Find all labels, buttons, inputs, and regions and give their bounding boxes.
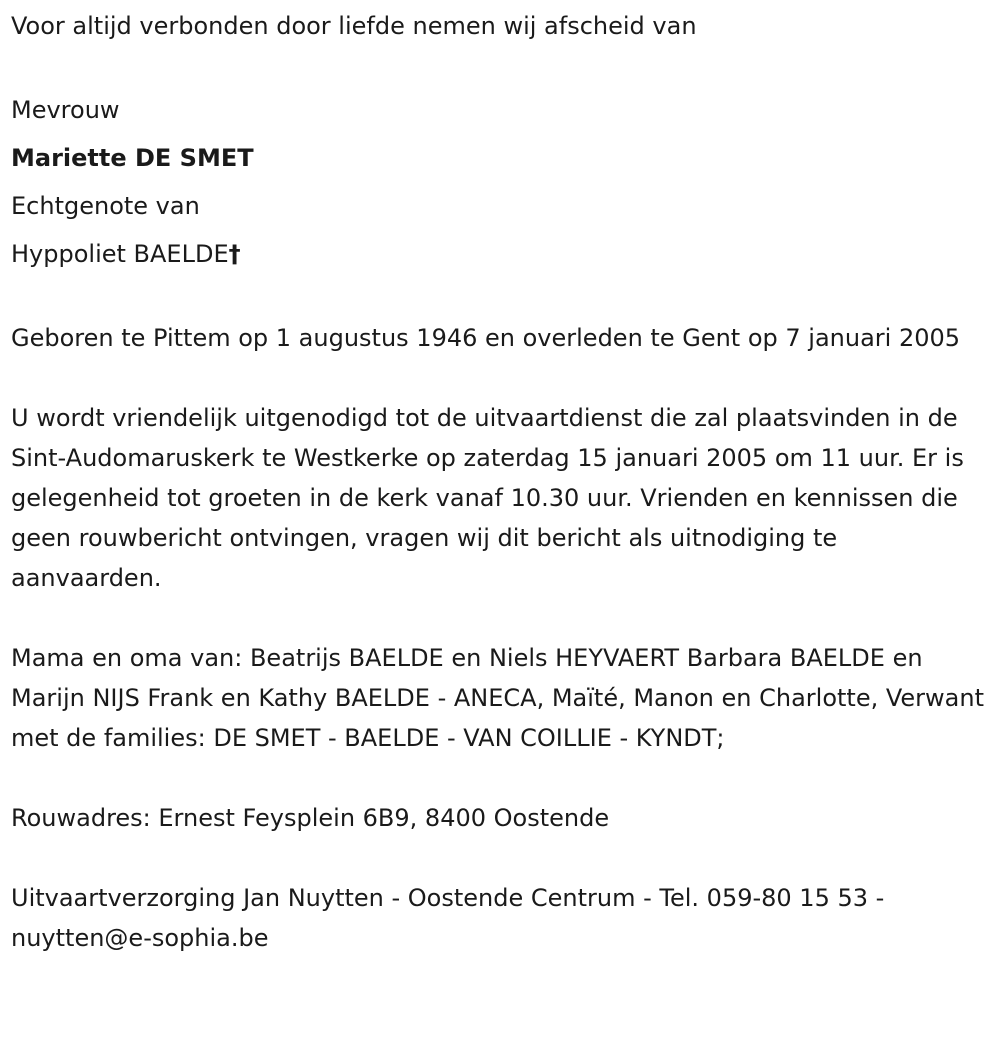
spacer <box>11 358 990 398</box>
salutation: Mevrouw <box>11 96 120 124</box>
spouse-line <box>11 230 990 278</box>
funeral-director-text: Uitvaartverzorging Jan Nuytten - Oostende Centrum - Tel. 059-80 15 53 - nuytten@e-sophia.be <box>11 884 885 952</box>
spacer <box>11 758 990 798</box>
spacer <box>11 598 990 638</box>
intro-text: Voor altijd verbonden door liefde nemen wij afscheid van <box>11 12 697 40</box>
family-text: Mama en oma van: Beatrijs BAELDE en Niels HEYVAERT Barbara BAELDE en Marijn NIJS Frank en Kathy BAELDE - ANECA, Maïté, Manon en Charlotte, Verwant met de families: DE SMET - BAELDE - VAN COILLIE - KYNDT; <box>11 644 984 752</box>
service-info-text: U wordt vriendelijk uitgenodigd tot de uitvaartdienst die zal plaatsvinden in de Sint-Audomaruskerk te Westkerke op zaterdag 15 januari 2005 om 11 uur. Er is gelegenheid tot groeten in de kerk vanaf 10.30 uur. Vrienden en kennissen die geen rouwbericht ontvingen, vragen wij dit bericht als uitnodiging te aanvaarden. <box>11 404 964 592</box>
deceased-name: Mariette DE SMET <box>11 144 254 172</box>
spouse-name: Hyppoliet BAELDE <box>11 240 229 268</box>
cross-icon: † <box>228 240 241 268</box>
birth-death-text: Geboren te Pittem op 1 augustus 1946 en overleden te Gent op 7 januari 2005 <box>11 324 961 352</box>
spacer <box>11 278 990 318</box>
spacer <box>11 46 990 86</box>
spacer <box>11 838 990 878</box>
relation-text: Echtgenote van <box>11 192 200 220</box>
address-text: Rouwadres: Ernest Feysplein 6B9, 8400 Oostende <box>11 804 610 832</box>
